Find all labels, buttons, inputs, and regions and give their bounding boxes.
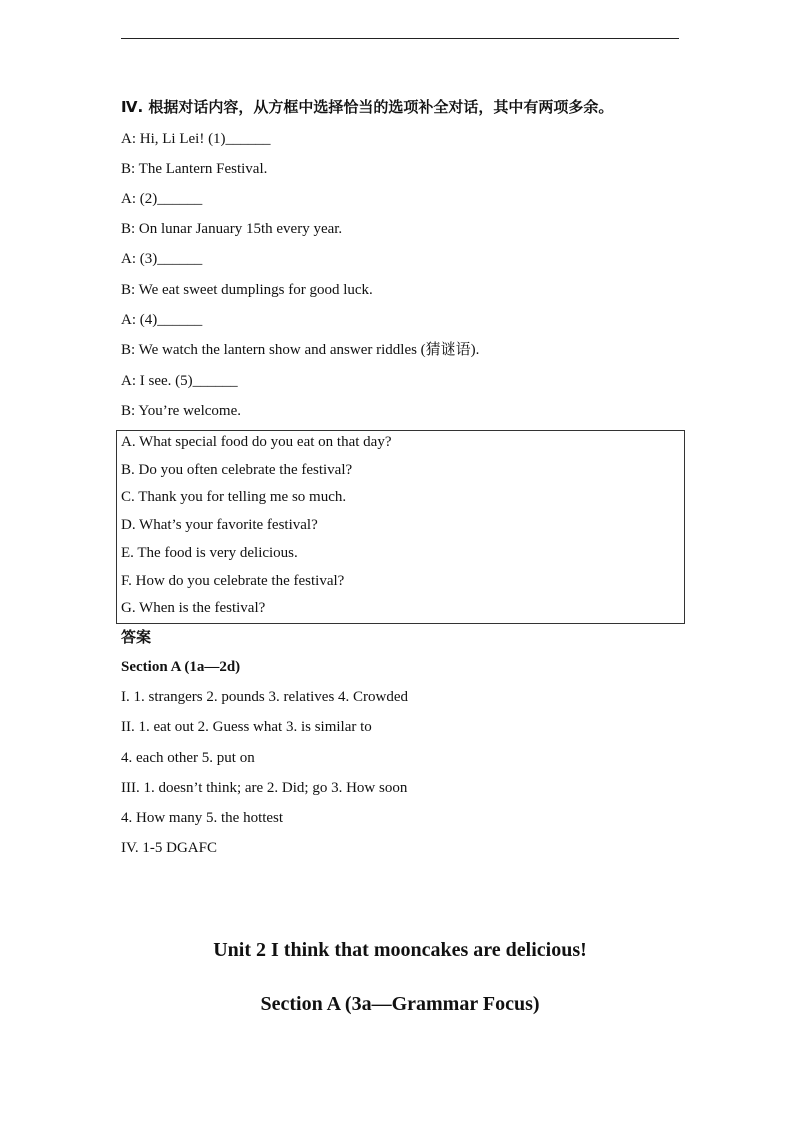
dialogue-line-4: B: On lunar January 15th every year. (121, 221, 343, 237)
dialogue-line-9: A: I see. (5)______ (121, 373, 238, 389)
option-c: C. Thank you for telling me so much. (121, 489, 347, 505)
answer-line-2: II. 1. eat out 2. Guess what 3. is similar to (121, 719, 372, 735)
exercise-heading: Ⅳ. 根据对话内容，从方框中选择恰当的选项补全对话，其中有两项多余。 (121, 98, 614, 116)
answer-line-6: IV. 1-5 DGAFC (121, 840, 217, 856)
answer-line-3: 4. each other 5. put on (121, 750, 255, 766)
answers-section-label: Section A (1a—2d) (121, 659, 241, 675)
unit-title: Unit 2 I think that mooncakes are delicious! (213, 939, 587, 961)
answer-line-5: 4. How many 5. the hottest (121, 810, 284, 826)
answer-line-1: I. 1. strangers 2. pounds 3. relatives 4. Crowded (121, 689, 409, 705)
option-a: A. What special food do you eat on that day? (121, 434, 392, 450)
dialogue-line-2: B: The Lantern Festival. (121, 161, 268, 177)
option-b: B. Do you often celebrate the festival? (121, 462, 353, 478)
dialogue-line-7: A: (4)______ (121, 312, 203, 328)
option-e: E. The food is very delicious. (121, 545, 298, 561)
option-f: F. How do you celebrate the festival? (121, 573, 345, 589)
options-box (116, 430, 685, 624)
dialogue-line-10: B: You’re welcome. (121, 403, 241, 419)
dialogue-line-8: B: We watch the lantern show and answer riddles (猜谜语). (121, 342, 480, 358)
dialogue-line-3: A: (2)______ (121, 191, 203, 207)
option-d: D. What’s your favorite festival? (121, 517, 318, 533)
answers-heading: 答案 (121, 628, 152, 646)
section-title: Section A (3a—Grammar Focus) (260, 993, 540, 1015)
answer-line-4: III. 1. doesn’t think; are 2. Did; go 3. How soon (121, 780, 408, 796)
header-rule (121, 38, 679, 39)
dialogue-line-5: A: (3)______ (121, 251, 203, 267)
dialogue-line-1: A: Hi, Li Lei! (1)______ (121, 131, 271, 147)
dialogue-line-6: B: We eat sweet dumplings for good luck. (121, 282, 373, 298)
option-g: G. When is the festival? (121, 600, 266, 616)
